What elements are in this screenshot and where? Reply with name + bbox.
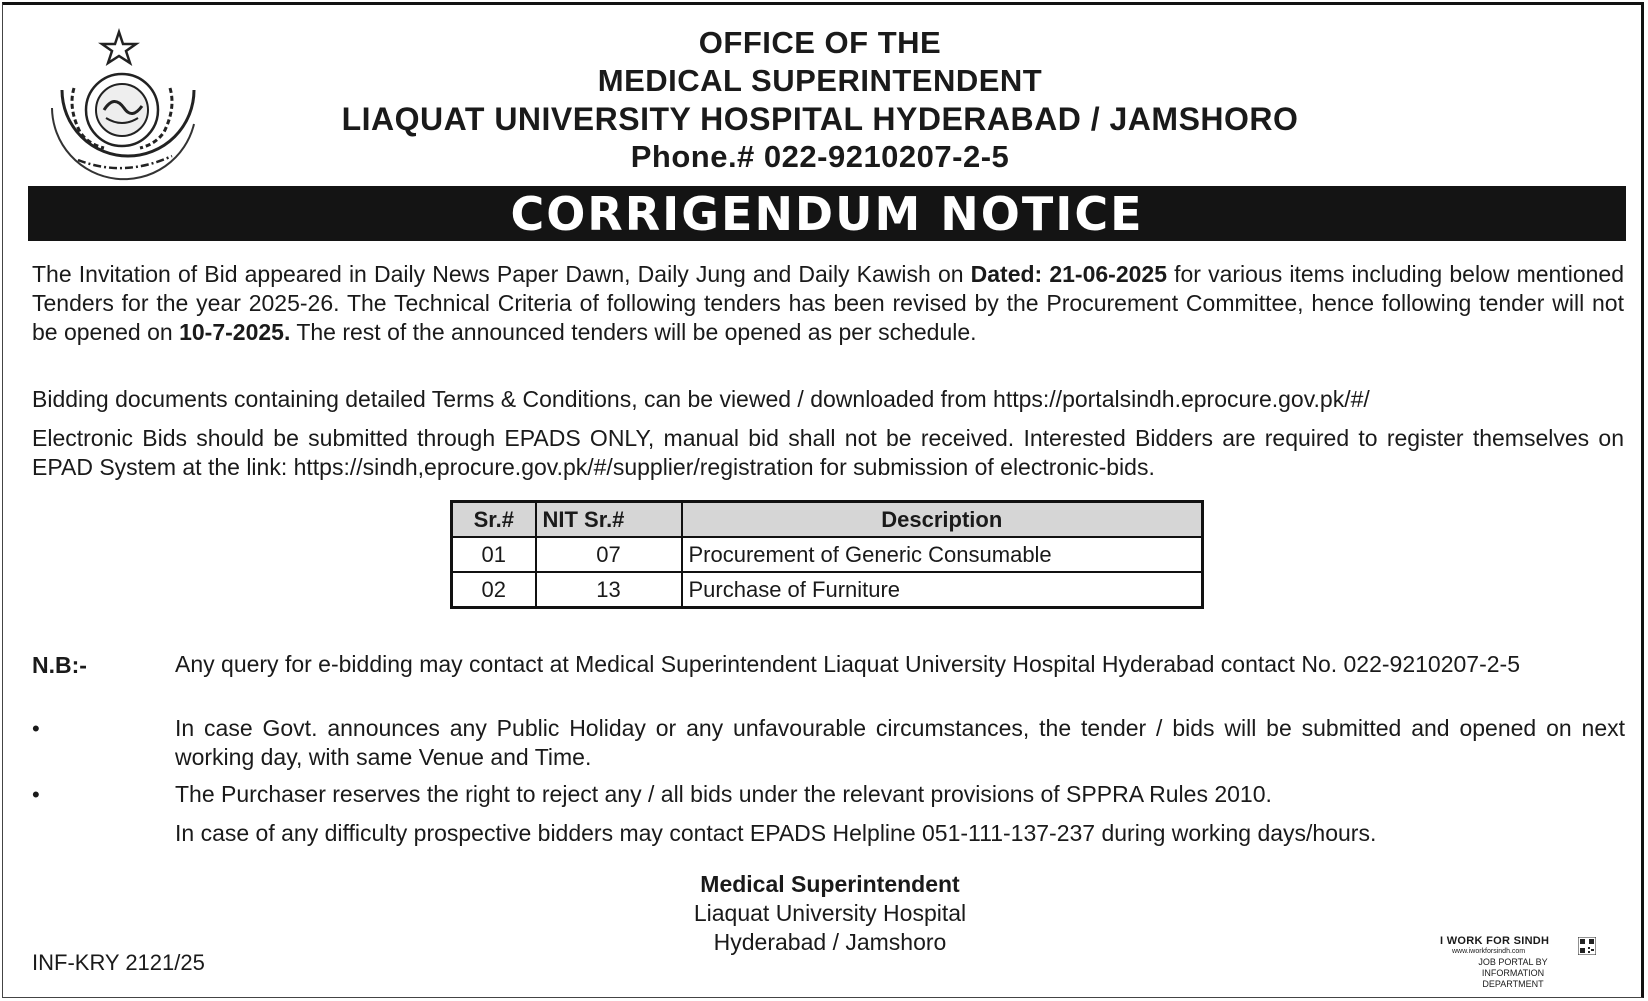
header-phone: Phone.# 022-9210207-2-5 [630, 139, 1010, 174]
header-description: Description [682, 502, 1203, 538]
row-sr: 02 [452, 572, 536, 608]
header-line-1: OFFICE OF THE [698, 25, 942, 60]
intro-dated: Dated: 21-06-2025 [970, 261, 1167, 287]
bidding-documents-paragraph: Bidding documents containing detailed Terms & Conditions, can be viewed / downloaded from https://portalsindh.eprocure.gov.pk/#/ [32, 386, 1370, 412]
row-description: Procurement of Generic Consumable [682, 537, 1203, 572]
intro-open-date: 10-7-2025. [179, 319, 291, 345]
intro-paragraph [32, 260, 1624, 347]
wfs-url: www.iworkforsindh.com [1452, 948, 1526, 955]
bullet-icon: • [32, 782, 40, 807]
table-row [452, 537, 1203, 572]
office-header [200, 24, 1440, 176]
wfs-caption [1458, 957, 1568, 990]
qr-code-icon [1578, 937, 1596, 955]
nb-item-query: Any query for e-bidding may contact at Medical Superintendent Liaquat University Hospital Hyderabad contact No. 022-9210207-2-5 [175, 651, 1520, 677]
tenders-table [450, 500, 1204, 609]
intro-part-3: The rest of the announced tenders will be opened as per schedule. [290, 319, 977, 345]
nb-item-holiday: In case Govt. announces any Public Holiday or any unfavourable circumstances, the tender / bids will be submitted and opened on next working day, with same Venue and Time. [175, 715, 1625, 770]
header-line-3: LIAQUAT UNIVERSITY HOSPITAL HYDERABAD / JAMSHORO [341, 101, 1299, 137]
reference-number: INF-KRY 2121/25 [32, 950, 205, 975]
signature-line-1: Liaquat University Hospital [693, 900, 967, 926]
notice-title-banner: CORRIGENDUM NOTICE [28, 186, 1626, 241]
work-for-sindh-logo [1436, 935, 1606, 989]
wfs-title: I WORK FOR SINDH [1440, 935, 1550, 947]
electronic-bids-paragraph: Electronic Bids should be submitted through EPADS ONLY, manual bid shall not be received. Interested Bidders are required to register themselves on EPAD System at the link: https://sindh,eprocure.gov.pk/#/supplier/registration for submission of electronic-bids. [32, 425, 1624, 480]
signature-block [600, 870, 1060, 957]
bullet-icon: • [32, 716, 40, 741]
nb-item-reject: The Purchaser reserves the right to reject any / all bids under the relevant provisions of SPPRA Rules 2010. [175, 781, 1272, 807]
row-nit-sr: 07 [536, 537, 682, 572]
table-row [452, 572, 1203, 608]
nb-item-helpline: In case of any difficulty prospective bidders may contact EPADS Helpline 051-111-137-237 during working days/hours. [175, 820, 1377, 846]
signature-title: Medical Superintendent [700, 871, 960, 897]
sindh-government-emblem-icon [44, 28, 204, 186]
row-sr: 01 [452, 537, 536, 572]
table-header-row [452, 502, 1203, 538]
signature-line-2: Hyderabad / Jamshoro [713, 929, 947, 955]
intro-part-1: The Invitation of Bid appeared in Daily News Paper Dawn, Daily Jung and Daily Kawish on [32, 261, 971, 287]
header-nit-sr: NIT Sr.# [536, 502, 682, 538]
header-line-2: MEDICAL SUPERINTENDENT [597, 63, 1043, 98]
nb-label: N.B:- [32, 652, 87, 678]
header-sr: Sr.# [452, 502, 536, 538]
wfs-line-1: JOB PORTAL BY [1478, 957, 1548, 967]
wfs-line-2: INFORMATION DEPARTMENT [1481, 968, 1545, 989]
row-nit-sr: 13 [536, 572, 682, 608]
intro-part-2: for various items including below mentioned Tenders for the year 2025-26. The Technical Criteria of following tenders has been revised by the Procurement Committee, hence following tender will not be opened on [32, 261, 1624, 345]
row-description: Purchase of Furniture [682, 572, 1203, 608]
